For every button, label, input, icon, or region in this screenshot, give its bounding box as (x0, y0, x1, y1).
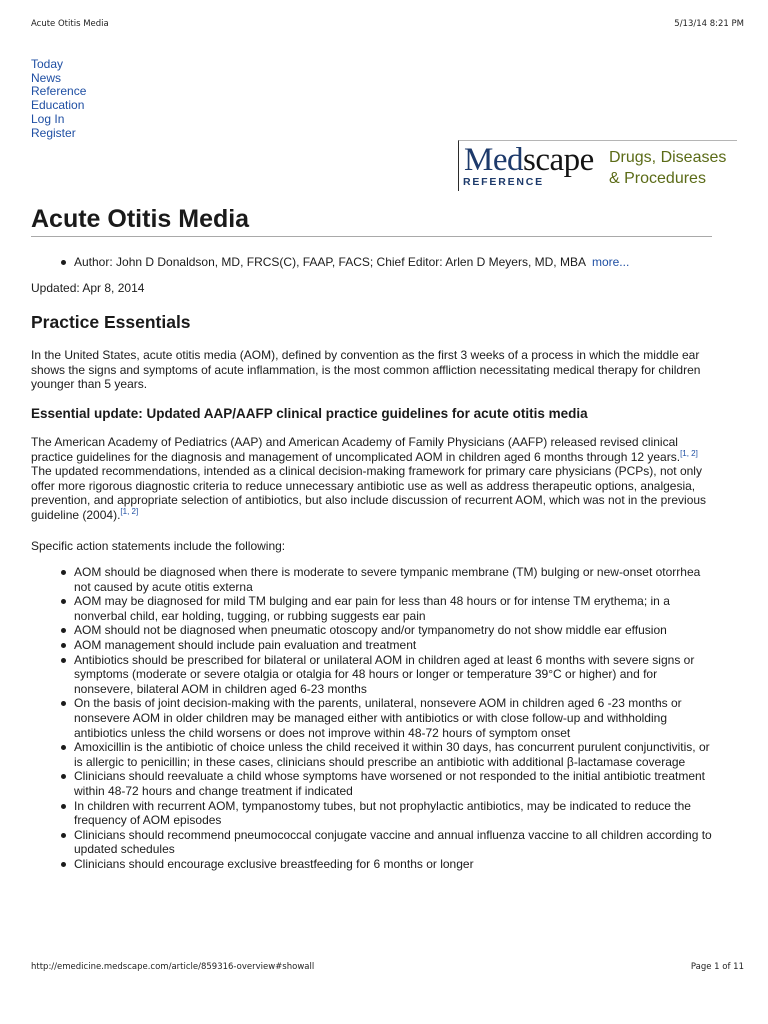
action-list-item: Antibiotics should be prescribed for bilateral or unilateral AOM in children aged at least 6 months with severe signs or symptoms (moderate or severe otalgia or otalgia for 48 hours or longer or temperature 39°C or higher) and for nonsevere, bilateral AOM in children aged 6-23 months (74, 653, 719, 697)
action-list-item: In children with recurrent AOM, tympanostomy tubes, but not prophylactic antibiotics, may be indicated to reduce the frequency of AOM episodes (74, 799, 719, 828)
nav-link-today[interactable]: Today (31, 57, 64, 71)
nav-link-reference[interactable]: Reference (31, 84, 87, 99)
action-list-item: AOM should not be diagnosed when pneumatic otoscopy and/or tympanometry do not show middle ear effusion (74, 623, 719, 638)
action-list (74, 565, 719, 871)
logo-wordmark-med: Med (464, 142, 523, 178)
logo-tagline-line2: & Procedures (609, 170, 706, 187)
nav-link-log-in[interactable]: Log In (31, 111, 65, 126)
actions-intro: Specific action statements include the following: (31, 539, 286, 553)
logo-tagline-line1: Drugs, Diseases (609, 149, 727, 166)
nav-link-register[interactable]: Register (31, 125, 76, 140)
action-list-item: AOM should be diagnosed when there is moderate to severe tympanic membrane (TM) bulging or new-onset otorrhea not caused by acute otitis externa (74, 565, 719, 594)
print-footer-page-number: Page 1 of 11 (690, 962, 744, 972)
title-divider (31, 236, 712, 237)
print-footer-url: http://emedicine.medscape.com/article/859316-overview#showall (31, 962, 315, 972)
update-text-part1: The American Academy of Pediatrics (AAP) and American Academy of Family Physicians (AAFP) released revised clinical practice guidelines for the diagnosis and management of uncomplicated AOM in children aged 6 months through 12 years. (31, 435, 681, 464)
logo-reference-label: REFERENCE (463, 176, 544, 188)
action-list-item: On the basis of joint decision-making with the parents, unilateral, nonsevere AOM in children aged 6 -23 months or nonsevere AOM in older children may be managed either with antibiotics or with close follow-up and withholding antibiotics unless the child worsens or does not improve within 48-72 hours of symptom onset (74, 696, 719, 740)
action-list-item: Clinicians should reevaluate a child whose symptoms have worsened or not responded to the initial antibiotic treatment within 48-72 hours and change treatment if indicated (74, 769, 719, 798)
action-list-item: Amoxicillin is the antibiotic of choice unless the child received it within 30 days, has concurrent purulent conjunctivitis, or is allergic to penicillin; in these cases, clinicians should prescribe an antibiotic with additional β-lactamase coverage (74, 740, 719, 769)
updated-date: Updated: Apr 8, 2014 (31, 281, 145, 295)
essential-update-paragraph (31, 435, 715, 522)
site-nav (31, 58, 151, 140)
citation-link[interactable]: [1, 2] (120, 506, 139, 516)
medscape-reference-logo (458, 140, 737, 191)
essential-update-heading: Essential update: Updated AAP/AAFP clinical practice guidelines for acute otitis media (31, 406, 588, 421)
nav-link-news[interactable]: News (31, 70, 62, 85)
action-list-item: Clinicians should recommend pneumococcal conjugate vaccine and annual influenza vaccine to all children according to updated schedules (74, 828, 719, 857)
nav-link-education[interactable]: Education (31, 98, 85, 113)
action-list-item: AOM may be diagnosed for mild TM bulging and ear pain for less than 48 hours or for intense TM erythema; in a nonverbal child, ear holding, tugging, or rubbing suggests ear pain (74, 594, 719, 623)
section-heading-practice-essentials: Practice Essentials (31, 312, 191, 332)
logo-wordmark-scape: scape (523, 142, 594, 178)
page-title: Acute Otitis Media (31, 205, 250, 233)
print-header-datetime: 5/13/14 8:21 PM (674, 19, 744, 29)
intro-paragraph: In the United States, acute otitis media (AOM), defined by convention as the first 3 weeks of a process in which the middle ear shows the signs and symptoms of acute inflammation, is the most common affliction necessitating medical therapy for children younger than 5 years. (31, 348, 701, 391)
logo-wordmark (464, 142, 594, 178)
author-text: Author: John D Donaldson, MD, FRCS(C), FAAP, FACS; Chief Editor: Arlen D Meyers, MD, MBA (74, 255, 586, 269)
update-text-part2: The updated recommendations, intended as a clinical decision-making framework for primary care physicians (PCPs), not only offer more rigorous diagnostic criteria to reduce unnecessary antibiotic use as well as address therapeutic options, analgesia, prevention, and appropriate selection of antibiotics, but also include discussion of recurrent AOM, which was not in the previous guideline (2004). (31, 464, 707, 522)
citation-link[interactable]: [1, 2] (680, 448, 698, 458)
print-header-title: Acute Otitis Media (31, 19, 109, 29)
action-list-item: Clinicians should encourage exclusive breastfeeding for 6 months or longer (74, 857, 719, 872)
author-line (74, 255, 724, 270)
action-list-item: AOM management should include pain evaluation and treatment (74, 638, 719, 653)
more-authors-link[interactable]: more... (591, 255, 630, 269)
